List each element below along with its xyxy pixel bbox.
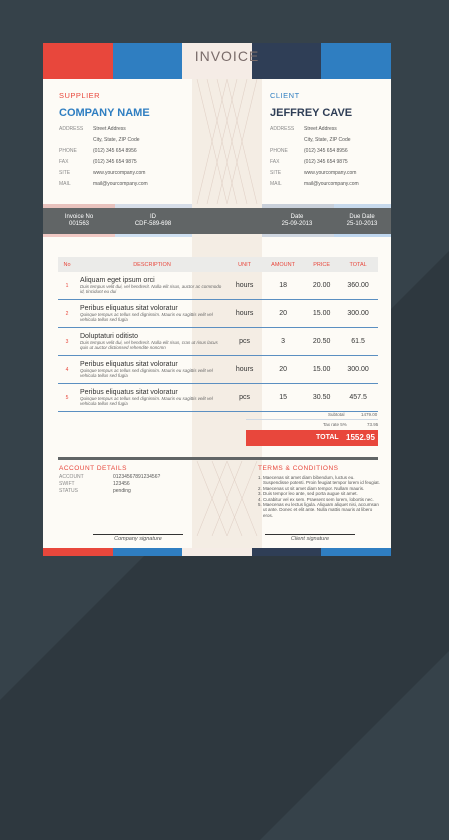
row-total: 300.00: [338, 300, 378, 328]
supplier-field-key: SITE: [59, 170, 71, 176]
subtotal-label: Subtotal: [328, 412, 345, 417]
invoice-no-label: Invoice No: [64, 214, 94, 220]
account-field-value: 0123456789123456?: [113, 474, 161, 480]
client-field-key: ADDRESS: [270, 126, 295, 132]
row-price: 20.50: [305, 328, 338, 356]
row-no: 2: [58, 300, 76, 328]
client-field-key: MAIL: [270, 181, 282, 187]
id-value: CDF-589-698: [134, 221, 172, 227]
supplier-heading: SUPPLIER: [59, 91, 101, 100]
client-field-value: (012) 345 654 8956: [304, 148, 348, 154]
row-subtitle: Duis tempus velit dui, vel hendrerit. Nulla elit risus, cras ut risus lacus quis ut auctor dictionsed rehendite noncmn: [80, 340, 218, 350]
terms-item: 2. Maecenas ut sit amet diam tempor. Nullam mauris.: [258, 485, 365, 491]
supplier-field-value: (012) 345 654 8956: [93, 148, 137, 154]
row-subtitle: Quisque tempus ac tellus sed dignissim. Mauris eu sagittis velit vel vehicula tellus sed fugia: [80, 312, 213, 322]
row-title: Peribus eliquatus sitat voloratur: [80, 305, 178, 312]
col-no: No: [58, 257, 76, 272]
row-amount: 18: [261, 272, 305, 300]
row-amount: 20: [261, 356, 305, 384]
row-unit: hours: [228, 356, 261, 384]
terms-item: 5. Maecenas eu lectus ligula. Aliquam aliquet nisi, accumsan ut ante. Donec et elit ante. Nulla mattis mauris at libero eros.: [258, 502, 379, 518]
row-title: Peribus eliquatus sitat voloratur: [80, 361, 178, 368]
row-total: 300.00: [338, 356, 378, 384]
items-table: [58, 257, 378, 412]
terms-item: 3. Duis tempor leo ante, sed porta augue sit amet.: [258, 491, 358, 497]
row-total: 61.5: [338, 328, 378, 356]
id-block: [123, 214, 183, 228]
account-field-key: STATUS: [59, 488, 78, 494]
terms-heading: TERMS & CONDITIONS: [258, 465, 339, 472]
supplier-field-key: MAIL: [59, 181, 71, 187]
row-no: 4: [58, 356, 76, 384]
row-description: [76, 384, 228, 412]
row-title: Peribus eliquatus sitat voloratur: [80, 389, 178, 396]
tax-value: 73.95: [367, 422, 379, 427]
terms-item: 4. Curabitur vel ex sem. Praesent sem lorem, lobortis nec.: [258, 496, 374, 502]
row-description: [76, 356, 228, 384]
row-total: 360.00: [338, 272, 378, 300]
table-row: [58, 272, 378, 300]
company-signature: Company signature: [114, 536, 162, 542]
col-total: TOTAL: [338, 257, 378, 272]
client-field-value: www.yourcompany.com: [304, 170, 357, 176]
due-date-value: 25-10-2013: [346, 221, 378, 227]
row-unit: hours: [228, 300, 261, 328]
date-block: [270, 214, 324, 228]
invoice-info-bar: [43, 208, 391, 234]
date-label: Date: [290, 214, 304, 220]
supplier-field-key: PHONE: [59, 148, 77, 154]
invoice-paper: [43, 43, 391, 556]
row-amount: 15: [261, 384, 305, 412]
row-unit: pcs: [228, 384, 261, 412]
row-no: 5: [58, 384, 76, 412]
table-row: [58, 300, 378, 328]
date-value: 25-09-2013: [281, 221, 313, 227]
row-no: 3: [58, 328, 76, 356]
row-subtitle: Quisque tempus ac tellus sed dignissim. Mauris eu sagittis velit vel vehicula tellus sed fugia: [80, 396, 213, 406]
account-heading: ACCOUNT DETAILS: [59, 465, 127, 472]
row-total: 457.5: [338, 384, 378, 412]
invoice-no-value: 001563: [68, 221, 90, 227]
table-header-row: [58, 257, 378, 272]
client-field-key: FAX: [270, 159, 280, 165]
row-no: 1: [58, 272, 76, 300]
due-date-label: Due Date: [349, 214, 375, 220]
row-description: [76, 300, 228, 328]
col-amount: AMOUNT: [261, 257, 305, 272]
row-price: 15.00: [305, 356, 338, 384]
table-row: [58, 328, 378, 356]
client-field-value: mail@yourcompany.com: [304, 181, 359, 187]
terms-item: 1. Maecenas sit amet diam bibendum, luctus eu. Suspendisse potenti. Proin feugiat tempor lorem id feugiat.: [258, 475, 380, 486]
row-title: Doluptaturi oditisto: [80, 333, 138, 340]
client-signature-line: [265, 534, 355, 535]
decorative-lines: [192, 461, 262, 536]
tax-label: Tax rate 5%: [323, 422, 347, 427]
row-subtitle: Duis tempus velit dui, vel hendrerit. Nulla elit risus, auctor ac commodo id, tincidunt eu dui: [80, 284, 222, 294]
col-price: PRICE: [305, 257, 338, 272]
table-row: [58, 384, 378, 412]
divider: [246, 419, 378, 420]
client-field-value: City, State, ZIP Code: [304, 137, 351, 143]
row-price: 15.00: [305, 300, 338, 328]
row-title: Aliquam eget ipsum orci: [80, 277, 155, 284]
invoice-title: INVOICE: [194, 48, 260, 64]
supplier-field-value: mail@yourcompany.com: [93, 181, 148, 187]
company-signature-line: [93, 534, 183, 535]
supplier-field-value: City, State, ZIP Code: [93, 137, 140, 143]
row-amount: 3: [261, 328, 305, 356]
stripe-decor: [262, 234, 334, 237]
col-unit: UNIT: [228, 257, 261, 272]
row-description: [76, 328, 228, 356]
row-description: [76, 272, 228, 300]
stripe-decor: [115, 234, 192, 237]
row-unit: hours: [228, 272, 261, 300]
decorative-lines: [192, 79, 262, 204]
client-signature: Client signature: [290, 536, 330, 542]
total-value: 1552.95: [346, 433, 375, 442]
client-field-value: Street Address: [304, 126, 337, 132]
supplier-name: COMPANY NAME: [59, 107, 150, 119]
account-field-value: 123456: [113, 481, 130, 487]
invoice-no-block: [53, 214, 105, 228]
id-label: ID: [150, 214, 156, 220]
bottom-color-band: [43, 548, 391, 556]
col-description: DESCRIPTION: [76, 257, 228, 272]
terms-list: [258, 475, 380, 518]
subtotal-value: 1479.00: [361, 412, 378, 417]
stripe-decor: [334, 234, 391, 237]
account-field-key: ACCOUNT: [59, 474, 84, 480]
supplier-field-key: ADDRESS: [59, 126, 84, 132]
client-field-key: PHONE: [270, 148, 288, 154]
account-field-key: SWIFT: [59, 481, 75, 487]
client-heading: CLIENT: [270, 91, 300, 100]
total-label: TOTAL: [316, 434, 339, 441]
row-price: 30.50: [305, 384, 338, 412]
client-name: JEFFREY CAVE: [270, 107, 353, 119]
row-amount: 20: [261, 300, 305, 328]
row-unit: pcs: [228, 328, 261, 356]
supplier-field-key: FAX: [59, 159, 69, 165]
stripe-decor: [43, 234, 115, 237]
table-row: [58, 356, 378, 384]
supplier-field-value: (012) 345 654 9875: [93, 159, 137, 165]
client-field-value: (012) 345 654 9875: [304, 159, 348, 165]
row-price: 20.00: [305, 272, 338, 300]
account-field-value: pending: [113, 488, 131, 494]
section-divider: [58, 457, 378, 460]
due-date-block: [335, 214, 389, 228]
row-subtitle: Quisque tempus ac tellus sed dignissim. Mauris eu sagittis velit vel vehicula tellus sed fugia: [80, 368, 213, 378]
supplier-field-value: www.yourcompany.com: [93, 170, 146, 176]
supplier-field-value: Street Address: [93, 126, 126, 132]
client-field-key: SITE: [270, 170, 282, 176]
